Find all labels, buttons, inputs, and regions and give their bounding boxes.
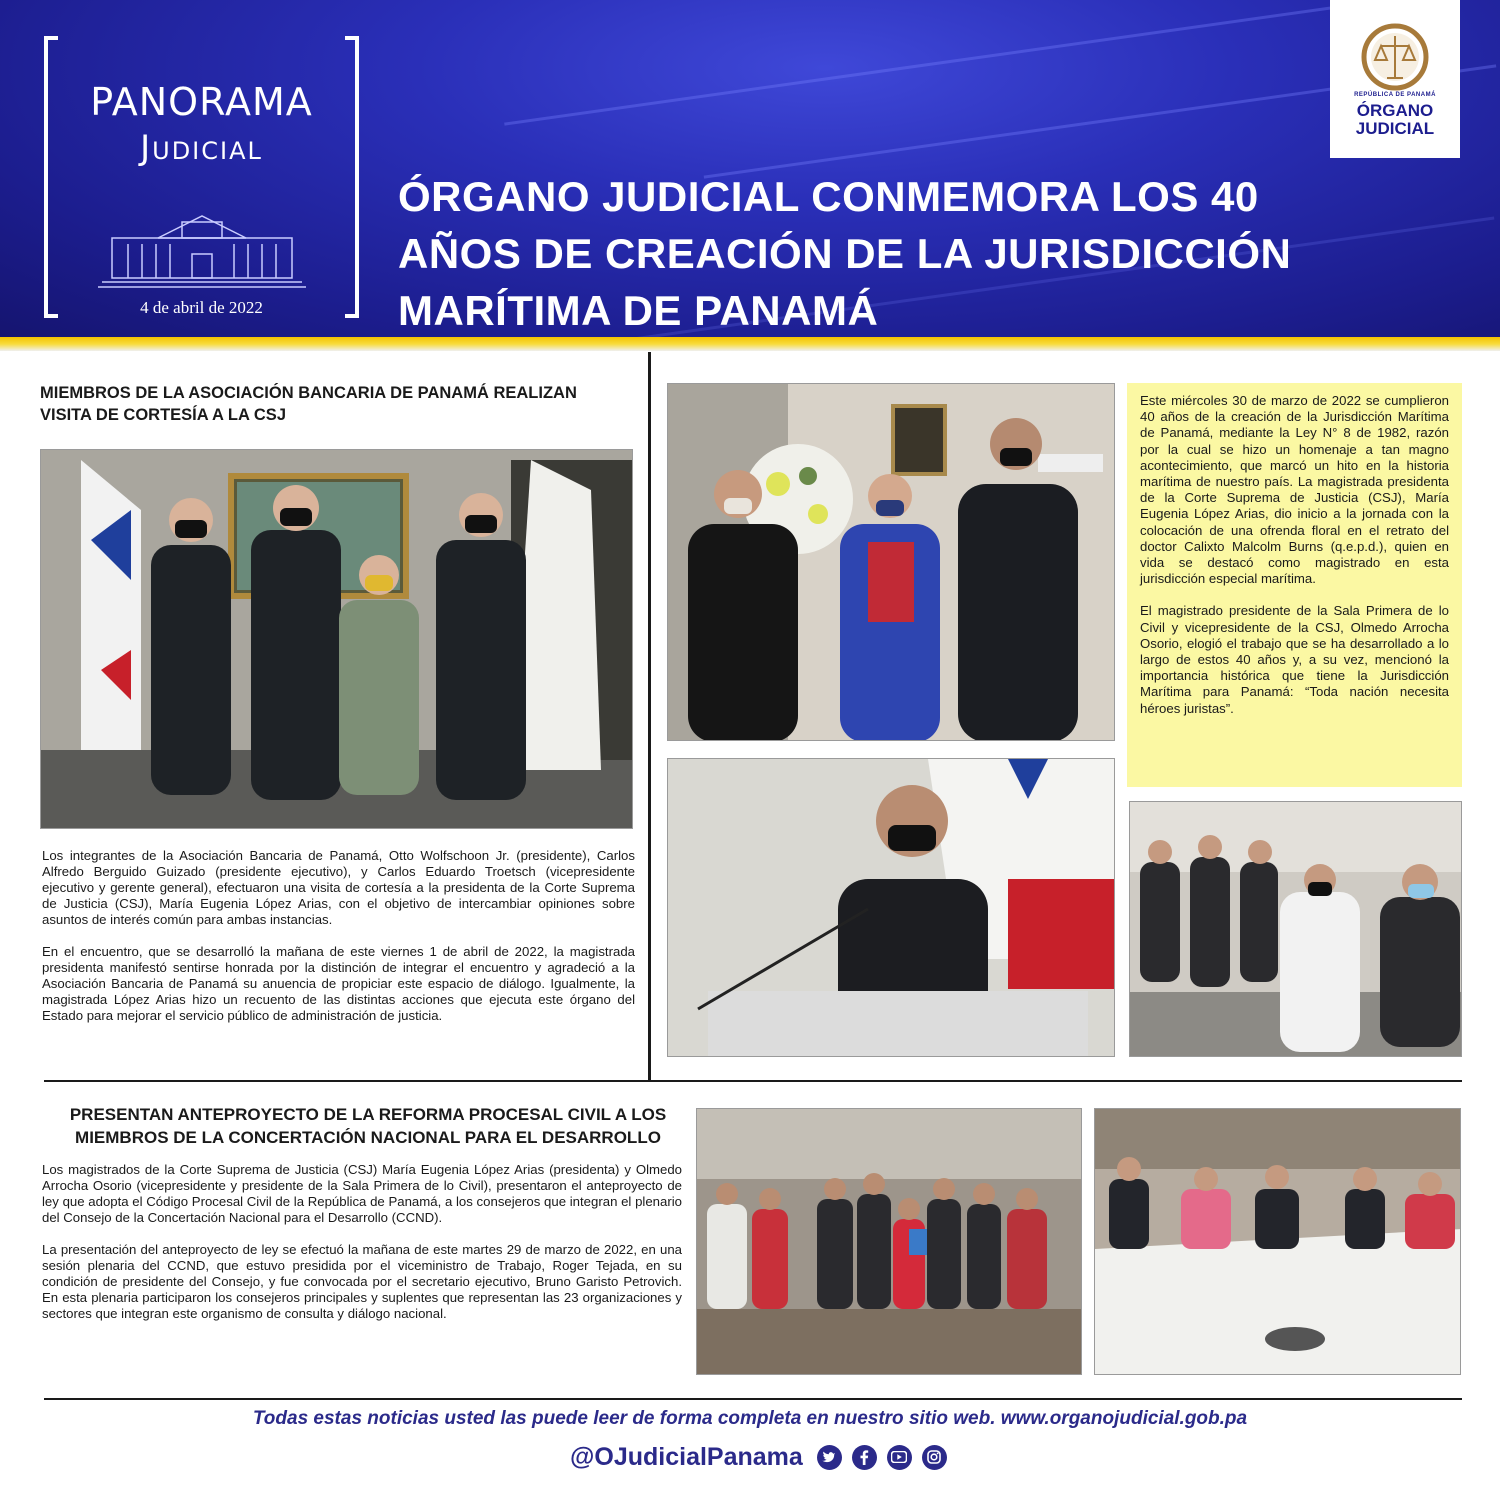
procesal-article-body [42, 1162, 682, 1338]
main-headline: ÓRGANO JUDICIAL CONMEMORA LOS 40 AÑOS DE CREACIÓN DE LA JURISDICCIÓN MARÍTIMA DE PANAMÁ [398, 173, 1292, 334]
meeting-table-photo [1094, 1108, 1461, 1375]
maritima-paragraph-2: El magistrado presidente de la Sala Primera de lo Civil y vicepresidente de la CSJ, Olmedo Arrocha Osorio, elogió el trabajo que se ha desarrollado a lo largo de estos 40 años y, a su vez, mencionó la importancia histórica que tiene la Jurisdicción Marítima para Panamá: “Toda nación necesita héroes juristas”. [1140, 603, 1449, 716]
audience-photo-illustration [1130, 802, 1462, 1057]
speaker-photo-illustration [668, 759, 1115, 1057]
bancaria-article-title: MIEMBROS DE LA ASOCIACIÓN BANCARIA DE PANAMÁ REALIZAN VISITA DE CORTESÍA A LA CSJ [40, 384, 577, 424]
gold-band [0, 337, 1500, 351]
footer-divider [44, 1398, 1462, 1400]
social-handle[interactable]: @OJudicialPanama [570, 1442, 803, 1471]
audience-photo [1129, 801, 1462, 1057]
column-divider [648, 352, 651, 1082]
bancaria-photo-illustration [41, 450, 633, 829]
social-bar [570, 1440, 947, 1474]
speaker-podium-photo [667, 758, 1115, 1057]
edition-date: 4 de abril de 2022 [140, 298, 263, 317]
right-bracket [345, 36, 359, 318]
concertacion-photo-illustration [697, 1109, 1082, 1375]
bancaria-paragraph-2: En el encuentro, que se desarrolló la mañana de este viernes 1 de abril de 2022, la magistrada presidenta manifestó sentirse honrada por la distinción de integrar el encuentro y agradeció a la Asociación Bancaria de Panamá su anuencia de propiciar este espacio de diálogo. Igualmente, la magistrada López Arias hizo un recuento de las distintas acciones que ejecuta este órgano del Estado para mejorar el servicio público de administración de justicia. [42, 944, 635, 1023]
logo-line-1: ÓRGANO [1356, 101, 1434, 120]
bancaria-group-photo [40, 449, 633, 829]
brand-title: PANORAMA [90, 80, 313, 124]
justice-seal-icon [1355, 22, 1435, 92]
bancaria-paragraph-1: Los integrantes de la Asociación Bancaria de Panamá, Otto Wolfschoon Jr. (presidente), Carlos Alfredo Berguido Guizado (presidente ejecutivo), y Carlos Eduardo Troetsch (vicepresidente ejecutivo y gerente general), efectuaron una visita de cortesía a la presidenta de la Corte Suprema de Justicia (CSJ), María Eugenia López Arias, con el objetivo de intercambiar opiniones sobre asuntos de interés común para ambas instancias. [42, 848, 635, 927]
website-notice: Todas estas noticias usted las puede leer de forma completa en nuestro sitio web. www.organojudicial.gob.pa [252, 1408, 1248, 1429]
procesal-paragraph-1: Los magistrados de la Corte Suprema de Justicia (CSJ) María Eugenia López Arias (presidenta) y Olmedo Arrocha Osorio (vicepresidente y presidente de la Sala Primera de lo Civil), presentaron el anteproyecto de ley que adopta el Código Procesal Civil de la República de Panamá, a los consejeros que integran el plenario del Consejo de la Concertación Nacional para el Desarrollo (CCND). [42, 1162, 682, 1225]
procesal-paragraph-2: La presentación del anteproyecto de ley se efectuó la mañana de este martes 29 de marzo de 2022, en una sesión plenaria del CCND, que estuvo presidida por el viceministro de Trabajo, Roger Tejada, en su condición de presidente del Consejo, y fue convocada por el secretario ejecutivo, Bruno Garisto Petrovich. En esta plenaria participaron los consejeros principales y suplentes que representan las 23 organizaciones y sectores que integran este organismo de consulta y diálogo nacional. [42, 1242, 682, 1321]
left-bracket [44, 36, 58, 318]
concertacion-group-photo [696, 1108, 1082, 1375]
facebook-icon[interactable] [852, 1445, 877, 1470]
section-divider [44, 1080, 1462, 1082]
twitter-icon[interactable] [817, 1445, 842, 1470]
panorama-judicial-brand [44, 36, 359, 318]
youtube-icon[interactable] [887, 1445, 912, 1470]
organo-judicial-logo [1330, 0, 1460, 158]
bancaria-article-body [42, 848, 635, 1040]
maritima-article-box [1127, 383, 1462, 787]
brand-subtitle: Judicial [140, 128, 263, 168]
logo-line-2: JUDICIAL [1355, 119, 1435, 138]
maritima-paragraph-1: Este miércoles 30 de marzo de 2022 se cumplieron 40 años de la creación de la Jurisdicción Marítima de Panamá, mediante la Ley N° 8 de 1982, razón por la cual se hizo un homenaje a tan magno acontecimiento, que marcó un hito en la historia marítima de nuestro país. La magistrada presidenta de la Corte Suprema de Justicia (CSJ), María Eugenia López Arias, dio inicio a la jornada con la colocación de una ofrenda floral en el retrato del doctor Calixto Malcolm Burns (q.e.p.d.), quien en vida se destacó como magistrado en esta jurisdicción especial marítima. [1140, 393, 1449, 587]
header-banner [0, 0, 1500, 340]
logo-country-text: REPÚBLICA DE PANAMÁ [1354, 92, 1436, 98]
instagram-icon[interactable] [922, 1445, 947, 1470]
court-building-icon [98, 208, 306, 288]
floral-offering-photo [667, 383, 1115, 741]
procesal-article-title: PRESENTAN ANTEPROYECTO DE LA REFORMA PROCESAL CIVIL A LOS MIEMBROS DE LA CONCERTACIÓN NACIONAL PARA EL DESARROLLO [69, 1105, 667, 1147]
floral-photo-illustration [668, 384, 1115, 741]
meeting-photo-illustration [1095, 1109, 1461, 1375]
